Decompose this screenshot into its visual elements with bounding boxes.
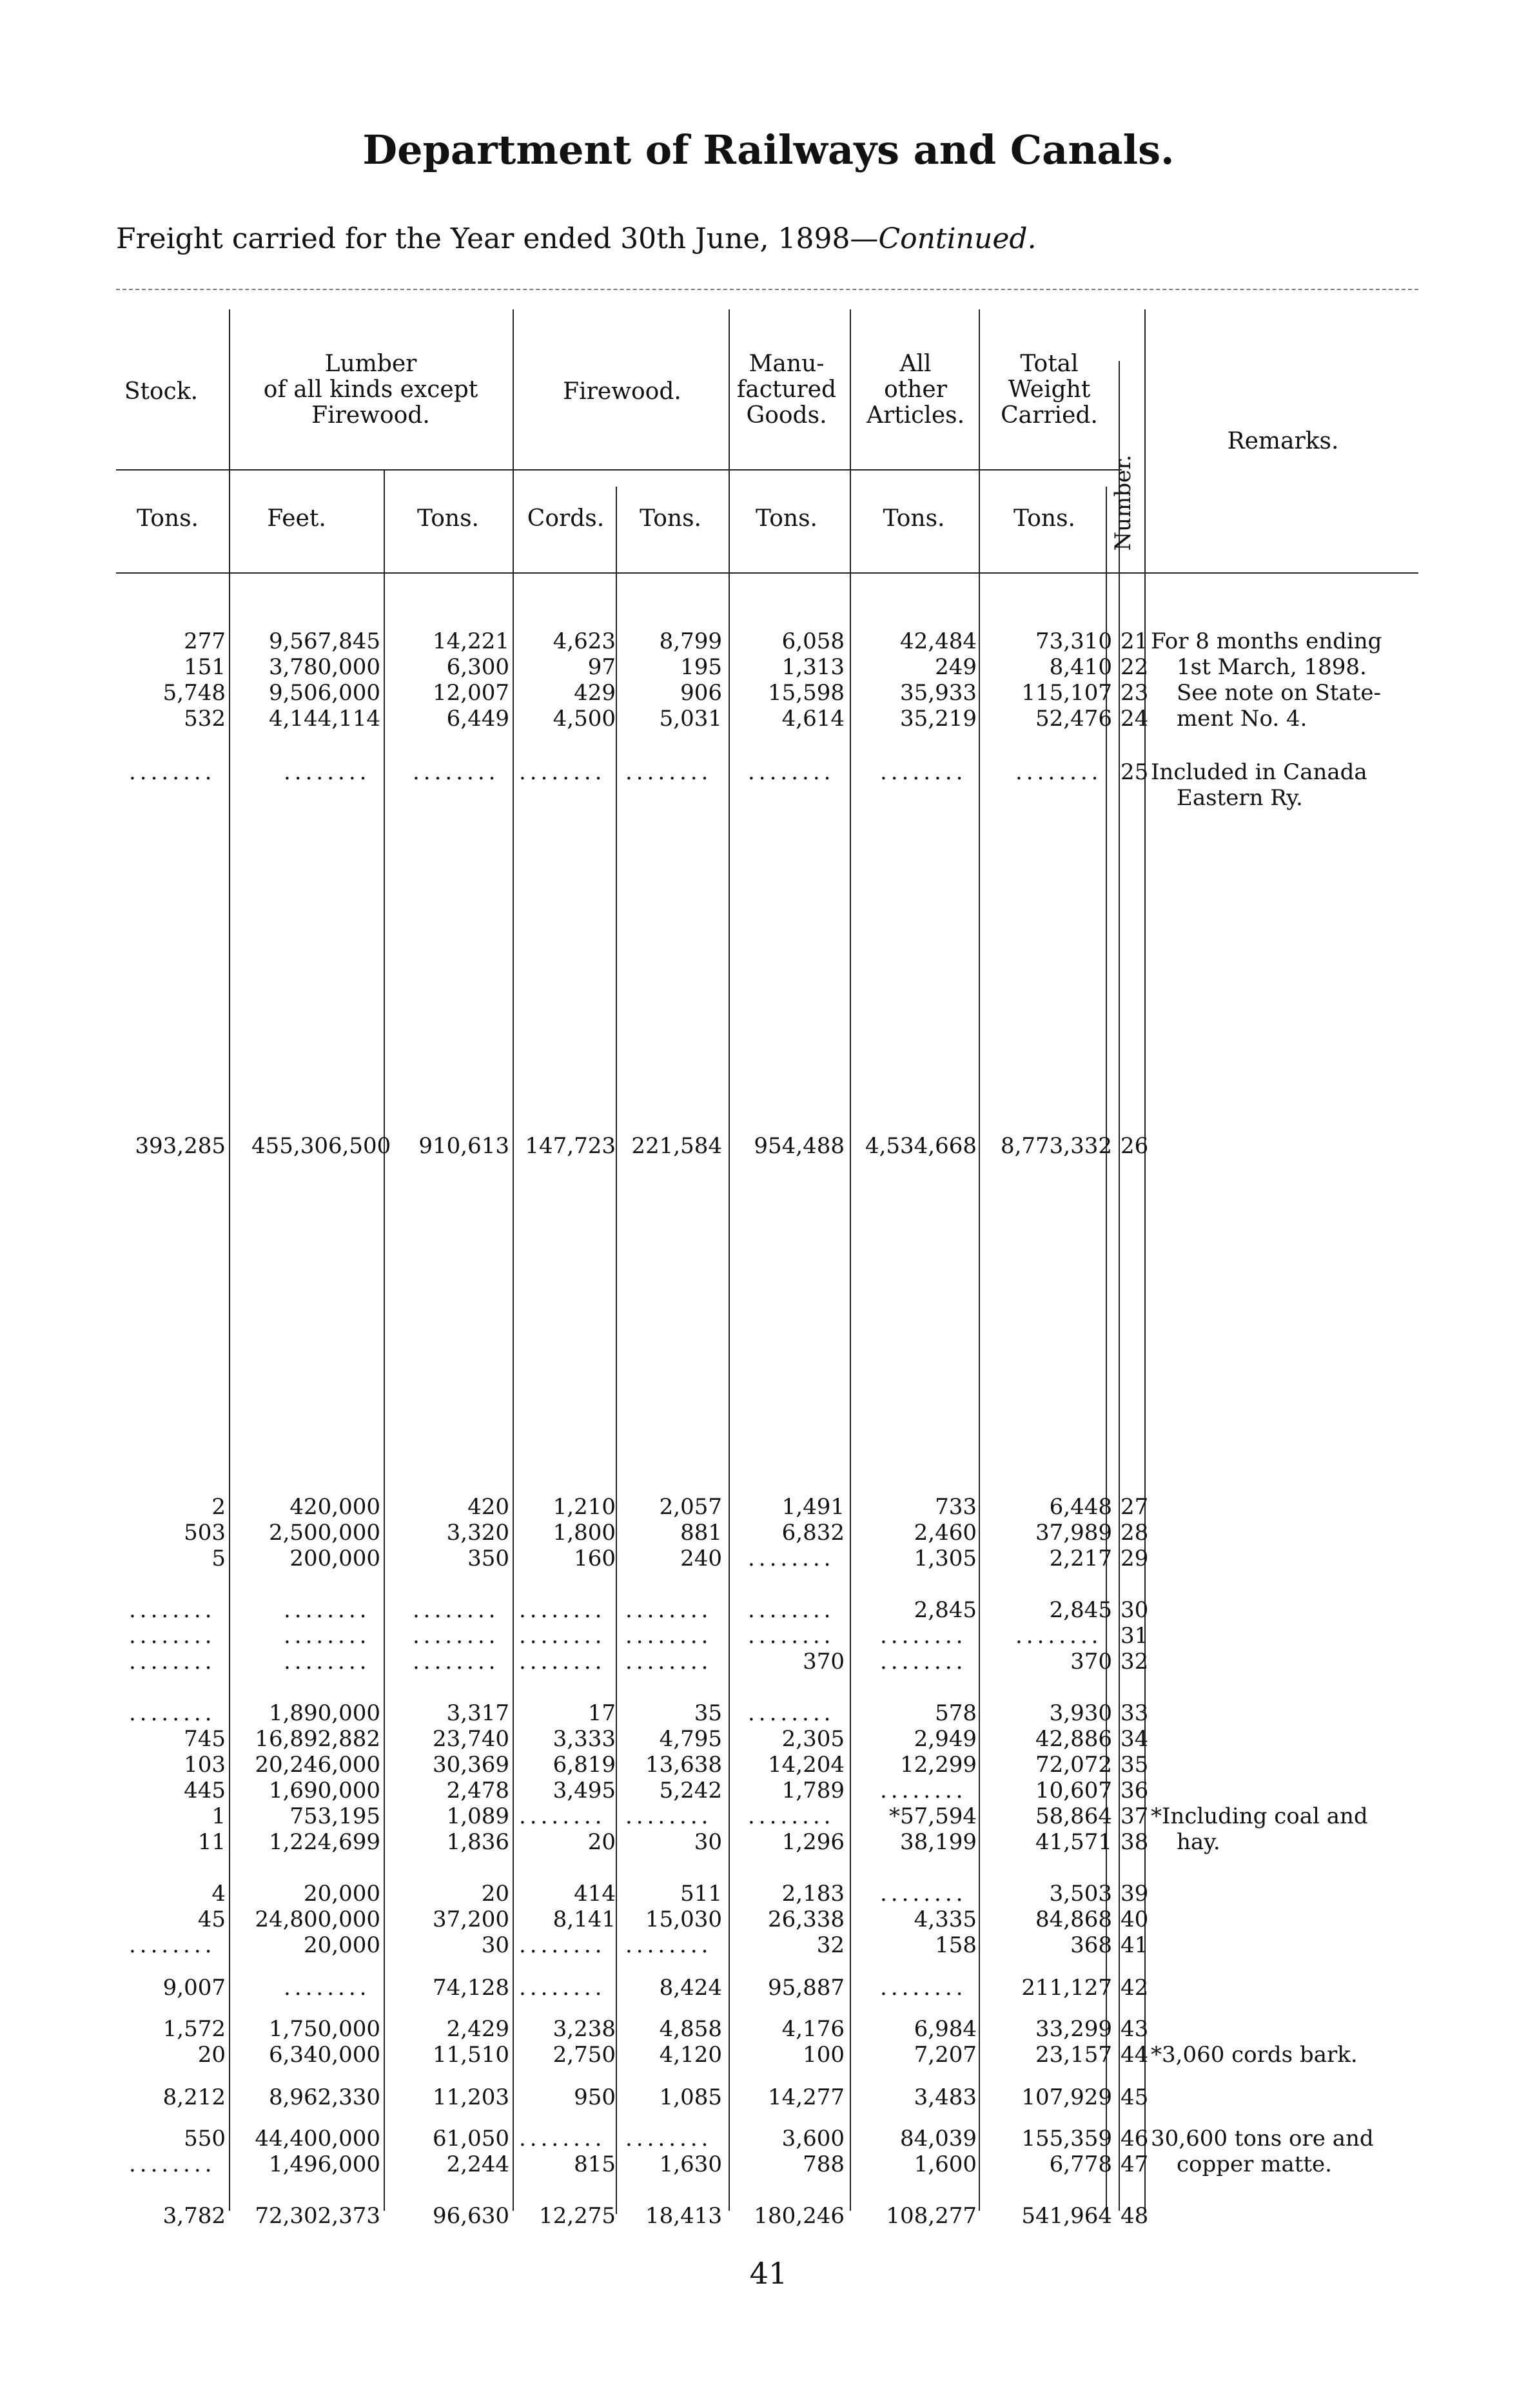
cell-ltons: 30 bbox=[481, 1932, 509, 1958]
cell-stock: 103 bbox=[184, 1752, 226, 1778]
cell-manu: 15,598 bbox=[768, 680, 845, 706]
row-number: 21 bbox=[1121, 628, 1149, 654]
cell-manu: 6,058 bbox=[781, 628, 845, 654]
cell-stock: 277 bbox=[184, 628, 226, 654]
cell-manu: 14,277 bbox=[768, 2084, 845, 2110]
row-number: 36 bbox=[1121, 1778, 1149, 1803]
row-number: 30 bbox=[1121, 1597, 1149, 1623]
row-number: 39 bbox=[1121, 1881, 1149, 1907]
leader-dots: ........ bbox=[625, 1932, 712, 1958]
row-number: 48 bbox=[1121, 2203, 1149, 2229]
cell-ltons: 6,300 bbox=[446, 654, 509, 680]
cell-ftons: 18,413 bbox=[645, 2203, 722, 2229]
unit-lumber_tons: Tons. bbox=[417, 505, 479, 532]
cell-ltons: 30,369 bbox=[433, 1752, 509, 1778]
header-total-weight: Total bbox=[1020, 351, 1079, 377]
leader-dots: ........ bbox=[284, 1975, 371, 2001]
leader-dots: ........ bbox=[284, 1597, 371, 1623]
row-number: 47 bbox=[1121, 2151, 1149, 2177]
cell-ltons: 74,128 bbox=[433, 1975, 509, 2001]
unit-lumber_feet: Feet. bbox=[267, 505, 326, 532]
cell-lfeet: 1,496,000 bbox=[268, 2151, 380, 2177]
cell-stock: 532 bbox=[184, 706, 226, 732]
cell-ltons: 14,221 bbox=[433, 628, 509, 654]
cell-cords: 429 bbox=[574, 680, 616, 706]
cell-other: *57,594 bbox=[889, 1803, 977, 1829]
cell-ftons: 1,085 bbox=[659, 2084, 722, 2110]
cell-ltons: 420 bbox=[467, 1494, 509, 1520]
cell-lfeet: 72,302,373 bbox=[255, 2203, 380, 2229]
leader-dots: ........ bbox=[413, 1649, 500, 1675]
header-stock: Stock. bbox=[124, 378, 199, 405]
leader-dots: ........ bbox=[625, 759, 712, 785]
cell-manu: 788 bbox=[803, 2151, 845, 2177]
unit-other: Tons. bbox=[883, 505, 945, 532]
cell-stock: 2 bbox=[211, 1494, 226, 1520]
cell-other: 3,483 bbox=[914, 2084, 977, 2110]
leader-dots: ........ bbox=[129, 1597, 216, 1623]
row-number: 22 bbox=[1121, 654, 1149, 680]
row-number: 45 bbox=[1121, 2084, 1149, 2110]
cell-other: 1,600 bbox=[914, 2151, 977, 2177]
remark-line: Included in Canada bbox=[1151, 759, 1367, 785]
cell-total: 370 bbox=[1070, 1649, 1112, 1675]
cell-stock: 9,007 bbox=[162, 1975, 226, 2001]
page-title: Department of Railways and Canals. bbox=[362, 126, 1175, 173]
cell-other: 42,484 bbox=[900, 628, 977, 654]
cell-ftons: 221,584 bbox=[631, 1133, 722, 1159]
cell-cords: 3,333 bbox=[553, 1726, 616, 1752]
leader-dots: ........ bbox=[748, 1597, 835, 1623]
row-number: 34 bbox=[1121, 1726, 1149, 1752]
leader-dots: ........ bbox=[519, 1803, 606, 1829]
cell-total: 72,072 bbox=[1035, 1752, 1112, 1778]
cell-ftons: 8,799 bbox=[659, 628, 722, 654]
cell-ltons: 61,050 bbox=[433, 2126, 509, 2151]
leader-dots: ........ bbox=[519, 1932, 606, 1958]
cell-lfeet: 20,246,000 bbox=[255, 1752, 380, 1778]
leader-dots: ........ bbox=[748, 1803, 835, 1829]
leader-dots: ........ bbox=[748, 759, 835, 785]
cell-ftons: 240 bbox=[680, 1546, 722, 1571]
cell-other: 7,207 bbox=[914, 2042, 977, 2068]
header-firewood: Firewood. bbox=[563, 378, 681, 405]
leader-dots: ........ bbox=[129, 1700, 216, 1726]
cell-total: 8,773,332 bbox=[1000, 1133, 1112, 1159]
leader-dots: ........ bbox=[1015, 759, 1102, 785]
leader-dots: ........ bbox=[880, 1881, 967, 1907]
row-number: 25 bbox=[1121, 759, 1149, 785]
cell-lfeet: 3,780,000 bbox=[268, 654, 380, 680]
row-number: 46 bbox=[1121, 2126, 1149, 2151]
leader-dots: ........ bbox=[1015, 1623, 1102, 1649]
cell-lfeet: 4,144,114 bbox=[268, 706, 380, 732]
leader-dots: ........ bbox=[519, 1975, 606, 2001]
cell-lfeet: 753,195 bbox=[289, 1803, 380, 1829]
leader-dots: ........ bbox=[413, 759, 500, 785]
cell-total: 37,989 bbox=[1035, 1520, 1112, 1546]
cell-stock: 1 bbox=[211, 1803, 226, 1829]
cell-manu: 2,183 bbox=[781, 1881, 845, 1907]
header-other-articles: Articles. bbox=[866, 402, 965, 429]
leader-dots: ........ bbox=[880, 759, 967, 785]
cell-total: 3,503 bbox=[1049, 1881, 1112, 1907]
remark-line: copper matte. bbox=[1177, 2151, 1332, 2177]
cell-cords: 1,210 bbox=[553, 1494, 616, 1520]
cell-lfeet: 8,962,330 bbox=[268, 2084, 380, 2110]
remark-line: hay. bbox=[1177, 1829, 1220, 1855]
cell-ftons: 35 bbox=[694, 1700, 722, 1726]
cell-ftons: 13,638 bbox=[645, 1752, 722, 1778]
cell-cords: 17 bbox=[587, 1700, 616, 1726]
unit-stock: Tons. bbox=[137, 505, 199, 532]
cell-other: 6,984 bbox=[914, 2016, 977, 2042]
header-manufactured: Goods. bbox=[746, 402, 827, 429]
cell-cords: 97 bbox=[587, 654, 616, 680]
cell-total: 42,886 bbox=[1035, 1726, 1112, 1752]
row-number: 31 bbox=[1121, 1623, 1149, 1649]
cell-ftons: 1,630 bbox=[659, 2151, 722, 2177]
cell-total: 23,157 bbox=[1035, 2042, 1112, 2068]
cell-lfeet: 9,567,845 bbox=[268, 628, 380, 654]
cell-ltons: 1,089 bbox=[446, 1803, 509, 1829]
cell-cords: 147,723 bbox=[525, 1133, 616, 1159]
cell-manu: 100 bbox=[803, 2042, 845, 2068]
row-number: 40 bbox=[1121, 1907, 1149, 1932]
cell-other: 35,933 bbox=[900, 680, 977, 706]
header-lumber: Lumber bbox=[324, 351, 417, 377]
cell-other: 578 bbox=[935, 1700, 977, 1726]
leader-dots: ........ bbox=[748, 1623, 835, 1649]
cell-stock: 503 bbox=[184, 1520, 226, 1546]
cell-other: 1,305 bbox=[914, 1546, 977, 1571]
leader-dots: ........ bbox=[284, 1623, 371, 1649]
cell-ftons: 511 bbox=[680, 1881, 722, 1907]
cell-ftons: 8,424 bbox=[659, 1975, 722, 2001]
header-other-articles: other bbox=[884, 376, 947, 403]
cell-manu: 1,789 bbox=[781, 1778, 845, 1803]
cell-stock: 8,212 bbox=[162, 2084, 226, 2110]
cell-other: 84,039 bbox=[900, 2126, 977, 2151]
unit-total: Tons. bbox=[1013, 505, 1075, 532]
cell-cords: 815 bbox=[574, 2151, 616, 2177]
cell-ltons: 350 bbox=[467, 1546, 509, 1571]
cell-total: 41,571 bbox=[1035, 1829, 1112, 1855]
cell-ltons: 2,478 bbox=[446, 1778, 509, 1803]
cell-total: 211,127 bbox=[1021, 1975, 1112, 2001]
cell-manu: 1,491 bbox=[781, 1494, 845, 1520]
cell-lfeet: 1,224,699 bbox=[268, 1829, 380, 1855]
leader-dots: ........ bbox=[880, 1975, 967, 2001]
cell-ftons: 4,795 bbox=[659, 1726, 722, 1752]
remark-line: Eastern Ry. bbox=[1177, 785, 1303, 811]
header-total-weight: Weight bbox=[1008, 376, 1091, 403]
cell-total: 58,864 bbox=[1035, 1803, 1112, 1829]
cell-lfeet: 20,000 bbox=[304, 1881, 380, 1907]
cell-total: 6,778 bbox=[1049, 2151, 1112, 2177]
leader-dots: ........ bbox=[519, 759, 606, 785]
cell-cords: 414 bbox=[574, 1881, 616, 1907]
cell-total: 84,868 bbox=[1035, 1907, 1112, 1932]
cell-other: 4,335 bbox=[914, 1907, 977, 1932]
cell-manu: 4,614 bbox=[781, 706, 845, 732]
cell-manu: 1,313 bbox=[781, 654, 845, 680]
cell-ftons: 2,057 bbox=[659, 1494, 722, 1520]
cell-cords: 1,800 bbox=[553, 1520, 616, 1546]
header-rule bbox=[116, 469, 1122, 471]
leader-dots: ........ bbox=[129, 759, 216, 785]
column-rule bbox=[229, 309, 230, 2211]
leader-dots: ........ bbox=[625, 2126, 712, 2151]
cell-lfeet: 16,892,882 bbox=[255, 1726, 380, 1752]
cell-manu: 370 bbox=[803, 1649, 845, 1675]
cell-total: 107,929 bbox=[1021, 2084, 1112, 2110]
header-rule bbox=[116, 572, 1418, 574]
row-number: 24 bbox=[1121, 706, 1149, 732]
cell-total: 6,448 bbox=[1049, 1494, 1112, 1520]
cell-cords: 160 bbox=[574, 1546, 616, 1571]
header-number: Number. bbox=[1110, 454, 1136, 551]
unit-firewood_tons: Tons. bbox=[640, 505, 701, 532]
cell-cords: 4,500 bbox=[553, 706, 616, 732]
row-number: 35 bbox=[1121, 1752, 1149, 1778]
header-lumber: of all kinds except bbox=[263, 376, 478, 403]
header-other-articles: All bbox=[899, 351, 932, 377]
cell-lfeet: 6,340,000 bbox=[268, 2042, 380, 2068]
leader-dots: ........ bbox=[284, 759, 371, 785]
cell-manu: 95,887 bbox=[768, 1975, 845, 2001]
cell-ltons: 37,200 bbox=[433, 1907, 509, 1932]
row-number: 38 bbox=[1121, 1829, 1149, 1855]
cell-total: 10,607 bbox=[1035, 1778, 1112, 1803]
cell-lfeet: 455,306,500 bbox=[251, 1133, 391, 1159]
cell-ftons: 906 bbox=[680, 680, 722, 706]
row-number: 37 bbox=[1121, 1803, 1149, 1829]
cell-manu: 1,296 bbox=[781, 1829, 845, 1855]
unit-firewood_cords: Cords. bbox=[527, 505, 605, 532]
header-manufactured: factured bbox=[736, 376, 837, 403]
unit-manufactured: Tons. bbox=[756, 505, 817, 532]
cell-cords: 6,819 bbox=[553, 1752, 616, 1778]
cell-other: 4,534,668 bbox=[865, 1133, 977, 1159]
cell-other: 35,219 bbox=[900, 706, 977, 732]
cell-other: 249 bbox=[935, 654, 977, 680]
cell-ftons: 881 bbox=[680, 1520, 722, 1546]
cell-lfeet: 420,000 bbox=[289, 1494, 380, 1520]
cell-stock: 745 bbox=[184, 1726, 226, 1752]
cell-lfeet: 20,000 bbox=[304, 1932, 380, 1958]
cell-total: 368 bbox=[1070, 1932, 1112, 1958]
cell-cords: 3,495 bbox=[553, 1778, 616, 1803]
row-number: 41 bbox=[1121, 1932, 1149, 1958]
column-rule bbox=[979, 309, 980, 2211]
leader-dots: ........ bbox=[625, 1649, 712, 1675]
cell-other: 2,949 bbox=[914, 1726, 977, 1752]
cell-total: 155,359 bbox=[1021, 2126, 1112, 2151]
cell-ftons: 195 bbox=[680, 654, 722, 680]
remark-line: For 8 months ending bbox=[1151, 628, 1382, 654]
leader-dots: ........ bbox=[880, 1778, 967, 1803]
leader-dots: ........ bbox=[129, 1623, 216, 1649]
cell-other: 158 bbox=[935, 1932, 977, 1958]
cell-total: 2,217 bbox=[1049, 1546, 1112, 1571]
leader-dots: ........ bbox=[880, 1649, 967, 1675]
cell-other: 733 bbox=[935, 1494, 977, 1520]
cell-ltons: 12,007 bbox=[433, 680, 509, 706]
row-number: 32 bbox=[1121, 1649, 1149, 1675]
cell-stock: 1,572 bbox=[162, 2016, 226, 2042]
cell-ftons: 15,030 bbox=[645, 1907, 722, 1932]
cell-total: 8,410 bbox=[1049, 654, 1112, 680]
leader-dots: ........ bbox=[129, 1932, 216, 1958]
cell-manu: 3,600 bbox=[781, 2126, 845, 2151]
cell-stock: 3,782 bbox=[162, 2203, 226, 2229]
cell-cords: 4,623 bbox=[553, 628, 616, 654]
leader-dots: ........ bbox=[129, 2151, 216, 2177]
leader-dots: ........ bbox=[625, 1803, 712, 1829]
cell-manu: 954,488 bbox=[754, 1133, 845, 1159]
cell-cords: 3,238 bbox=[553, 2016, 616, 2042]
cell-cords: 950 bbox=[574, 2084, 616, 2110]
cell-stock: 45 bbox=[197, 1907, 226, 1932]
remark-line: ment No. 4. bbox=[1177, 706, 1307, 732]
page-number: 41 bbox=[749, 2256, 788, 2291]
cell-ltons: 11,510 bbox=[433, 2042, 509, 2068]
cell-stock: 4 bbox=[211, 1881, 226, 1907]
table-subtitle: Freight carried for the Year ended 30th June, 1898—Continued. bbox=[116, 222, 1037, 255]
cell-stock: 445 bbox=[184, 1778, 226, 1803]
leader-dots: ........ bbox=[413, 1623, 500, 1649]
header-rule bbox=[116, 289, 1418, 290]
cell-manu: 32 bbox=[816, 1932, 845, 1958]
cell-lfeet: 44,400,000 bbox=[255, 2126, 380, 2151]
header-total-weight: Carried. bbox=[1001, 402, 1098, 429]
row-number: 29 bbox=[1121, 1546, 1149, 1571]
column-rule bbox=[616, 487, 617, 2214]
cell-manu: 14,204 bbox=[768, 1752, 845, 1778]
row-number: 44 bbox=[1121, 2042, 1149, 2068]
cell-total: 52,476 bbox=[1035, 706, 1112, 732]
cell-manu: 26,338 bbox=[768, 1907, 845, 1932]
leader-dots: ........ bbox=[129, 1649, 216, 1675]
remark-line: 1st March, 1898. bbox=[1177, 654, 1367, 680]
leader-dots: ........ bbox=[880, 1623, 967, 1649]
cell-lfeet: 24,800,000 bbox=[255, 1907, 380, 1932]
leader-dots: ........ bbox=[748, 1700, 835, 1726]
cell-total: 3,930 bbox=[1049, 1700, 1112, 1726]
leader-dots: ........ bbox=[284, 1649, 371, 1675]
cell-lfeet: 1,890,000 bbox=[268, 1700, 380, 1726]
cell-ltons: 3,317 bbox=[446, 1700, 509, 1726]
cell-other: 12,299 bbox=[900, 1752, 977, 1778]
cell-stock: 5,748 bbox=[162, 680, 226, 706]
row-number: 43 bbox=[1121, 2016, 1149, 2042]
row-number: 23 bbox=[1121, 680, 1149, 706]
column-rule bbox=[1119, 361, 1120, 2211]
remark-line: 30,600 tons ore and bbox=[1151, 2126, 1374, 2151]
cell-cords: 8,141 bbox=[553, 1907, 616, 1932]
cell-ftons: 30 bbox=[694, 1829, 722, 1855]
leader-dots: ........ bbox=[519, 1649, 606, 1675]
header-manufactured: Manu- bbox=[749, 351, 825, 377]
cell-ltons: 1,836 bbox=[446, 1829, 509, 1855]
cell-manu: 4,176 bbox=[781, 2016, 845, 2042]
cell-ltons: 6,449 bbox=[446, 706, 509, 732]
cell-total: 115,107 bbox=[1021, 680, 1112, 706]
header-remarks: Remarks. bbox=[1227, 428, 1339, 454]
cell-cords: 2,750 bbox=[553, 2042, 616, 2068]
row-number: 27 bbox=[1121, 1494, 1149, 1520]
cell-stock: 151 bbox=[184, 654, 226, 680]
cell-ltons: 11,203 bbox=[433, 2084, 509, 2110]
leader-dots: ........ bbox=[625, 1597, 712, 1623]
cell-total: 73,310 bbox=[1035, 628, 1112, 654]
leader-dots: ........ bbox=[625, 1623, 712, 1649]
cell-stock: 550 bbox=[184, 2126, 226, 2151]
cell-total: 33,299 bbox=[1035, 2016, 1112, 2042]
remark-line: *3,060 cords bark. bbox=[1151, 2042, 1358, 2068]
row-number: 26 bbox=[1121, 1133, 1149, 1159]
cell-other: 2,460 bbox=[914, 1520, 977, 1546]
cell-lfeet: 9,506,000 bbox=[268, 680, 380, 706]
cell-ltons: 23,740 bbox=[433, 1726, 509, 1752]
cell-lfeet: 2,500,000 bbox=[268, 1520, 380, 1546]
leader-dots: ........ bbox=[519, 2126, 606, 2151]
cell-stock: 5 bbox=[211, 1546, 226, 1571]
cell-total: 2,845 bbox=[1049, 1597, 1112, 1623]
cell-ftons: 5,242 bbox=[659, 1778, 722, 1803]
cell-ltons: 3,320 bbox=[446, 1520, 509, 1546]
cell-ltons: 2,429 bbox=[446, 2016, 509, 2042]
cell-other: 2,845 bbox=[914, 1597, 977, 1623]
cell-stock: 393,285 bbox=[135, 1133, 226, 1159]
header-lumber: Firewood. bbox=[311, 402, 430, 429]
row-number: 28 bbox=[1121, 1520, 1149, 1546]
cell-ftons: 4,120 bbox=[659, 2042, 722, 2068]
cell-total: 541,964 bbox=[1021, 2203, 1112, 2229]
cell-manu: 6,832 bbox=[781, 1520, 845, 1546]
cell-cords: 12,275 bbox=[539, 2203, 616, 2229]
cell-lfeet: 200,000 bbox=[289, 1546, 380, 1571]
leader-dots: ........ bbox=[519, 1597, 606, 1623]
cell-lfeet: 1,750,000 bbox=[268, 2016, 380, 2042]
cell-stock: 20 bbox=[197, 2042, 226, 2068]
cell-ftons: 5,031 bbox=[659, 706, 722, 732]
remark-line: *Including coal and bbox=[1151, 1803, 1368, 1829]
row-number: 42 bbox=[1121, 1975, 1149, 2001]
cell-stock: 11 bbox=[197, 1829, 226, 1855]
cell-manu: 2,305 bbox=[781, 1726, 845, 1752]
cell-ltons: 96,630 bbox=[433, 2203, 509, 2229]
leader-dots: ........ bbox=[519, 1623, 606, 1649]
cell-ftons: 4,858 bbox=[659, 2016, 722, 2042]
cell-ltons: 910,613 bbox=[418, 1133, 509, 1159]
cell-other: 108,277 bbox=[886, 2203, 977, 2229]
cell-ltons: 2,244 bbox=[446, 2151, 509, 2177]
cell-lfeet: 1,690,000 bbox=[268, 1778, 380, 1803]
leader-dots: ........ bbox=[748, 1546, 835, 1571]
cell-other: 38,199 bbox=[900, 1829, 977, 1855]
row-number: 33 bbox=[1121, 1700, 1149, 1726]
cell-ltons: 20 bbox=[481, 1881, 509, 1907]
cell-cords: 20 bbox=[587, 1829, 616, 1855]
cell-manu: 180,246 bbox=[754, 2203, 845, 2229]
leader-dots: ........ bbox=[413, 1597, 500, 1623]
remark-line: See note on State- bbox=[1177, 680, 1381, 706]
